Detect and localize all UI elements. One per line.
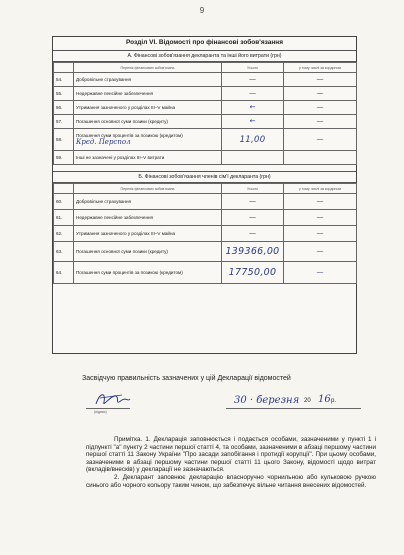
row-label: Утримання зазначеного у розділах III–V майна bbox=[74, 101, 222, 115]
table-row bbox=[54, 226, 357, 242]
financial-obligations-section bbox=[52, 36, 357, 354]
attestation-text: Засвідчую правильність зазначених у цій Декларації відомостей bbox=[82, 375, 291, 382]
row-total: — bbox=[249, 75, 256, 83]
col-header-total: Усього bbox=[222, 184, 284, 194]
row-number: 60. bbox=[54, 194, 74, 210]
row-label: Недержавне пенсійне забезпечення bbox=[74, 87, 222, 101]
row-label: Недержавне пенсійне забезпечення bbox=[74, 210, 222, 226]
row-abroad: — bbox=[316, 135, 324, 143]
row-label: Погашення суми процентів за позикою (кредитом) bbox=[76, 133, 183, 138]
row-number: 54. bbox=[54, 73, 74, 87]
handwritten-date: 30 · березня bbox=[234, 395, 300, 406]
signature-line bbox=[86, 408, 130, 409]
row-label: Погашення суми процентів за позикою (кредитом) bbox=[74, 262, 222, 284]
year-prefix: 20 bbox=[304, 398, 311, 404]
row-abroad: — bbox=[316, 117, 324, 125]
row-abroad: — bbox=[316, 197, 324, 205]
row-total: ← bbox=[249, 117, 256, 125]
row-number: 64. bbox=[54, 262, 74, 284]
row-number: 61. bbox=[54, 210, 74, 226]
part-b-title: Б. Фінансові зобов'язання членів сім'ї декларанта (грн) bbox=[53, 171, 356, 183]
table-row bbox=[54, 115, 357, 129]
part-a-table bbox=[53, 62, 357, 165]
row-total: 139366,00 bbox=[225, 246, 280, 257]
row-label: Добровільне страхування bbox=[74, 194, 222, 210]
row-label: Погашення основної суми позики (кредиту) bbox=[74, 242, 222, 262]
signature-block bbox=[86, 390, 386, 430]
col-header-abroad: у тому числі за кордоном bbox=[284, 184, 357, 194]
row-abroad: — bbox=[316, 89, 324, 97]
handwritten-creditor: Крєд. Перспол bbox=[76, 138, 131, 146]
part-a-title: А. Фінансові зобов'язання декларанта та інші його витрати (грн) bbox=[53, 51, 356, 62]
row-abroad: — bbox=[316, 103, 324, 111]
table-row bbox=[54, 194, 357, 210]
col-header-abroad: у тому числі за кордоном bbox=[284, 63, 357, 73]
table-row bbox=[54, 262, 357, 284]
row-label: Добровільне страхування bbox=[74, 73, 222, 87]
row-total: — bbox=[249, 213, 256, 221]
notes-block bbox=[86, 436, 376, 489]
row-abroad: — bbox=[316, 229, 324, 237]
row-total: 17750,00 bbox=[228, 267, 277, 278]
table-row bbox=[54, 101, 357, 115]
row-number: 63. bbox=[54, 242, 74, 262]
table-row bbox=[54, 242, 357, 262]
signature-caption: (підпис) bbox=[94, 410, 107, 414]
year-suffix: р. bbox=[331, 398, 337, 404]
table-row bbox=[54, 73, 357, 87]
section-title: Розділ VI. Відомості про фінансові зобов'язання bbox=[53, 37, 356, 51]
note-1: Примітка. 1. Декларація заповнюється і подається особами, зазначеними у пункті 1 і підпункті "а" пункту 2 частини першої статті 4, та особами, зазначеними в абзаці першому частини першої статті 11 Закону України "Про засади запобігання і протидії корупції". При цьому особами, зазначеними в абзаці першому частини першої статті 11 цього Закону, відомості щодо витрат (вкладів/внесків) у декларації не зазначаються. bbox=[86, 436, 376, 474]
row-number: 55. bbox=[54, 87, 74, 101]
row-number: 56. bbox=[54, 101, 74, 115]
row-total: ← bbox=[249, 103, 256, 111]
row-total: 11,00 bbox=[239, 134, 266, 145]
table-row bbox=[54, 129, 357, 151]
row-number: 57. bbox=[54, 115, 74, 129]
date-line bbox=[226, 408, 361, 409]
col-header-list: Перелік фінансових зобов'язань bbox=[74, 63, 222, 73]
row-abroad bbox=[284, 151, 357, 165]
row-abroad: — bbox=[316, 75, 324, 83]
note-2: 2. Декларант заповнює декларацію власноручно чорнильною або кульковою ручкою синього або чорного кольору таким чином, що забезпечує вільне читання внесених відомостей. bbox=[86, 473, 376, 489]
year-handwritten: 16 bbox=[318, 394, 331, 405]
row-total: — bbox=[249, 89, 256, 97]
row-abroad: — bbox=[316, 213, 324, 221]
row-total: — bbox=[249, 229, 256, 237]
row-number: 59. bbox=[54, 151, 74, 165]
row-abroad: — bbox=[316, 247, 324, 255]
row-label: Інші не зазначені у розділах III–V витрати bbox=[74, 151, 222, 165]
row-label: Утримання зазначеного у розділах III–V майна bbox=[74, 226, 222, 242]
row-abroad: — bbox=[316, 268, 324, 276]
col-header-total: Усього bbox=[222, 63, 284, 73]
col-header-list: Перелік фінансових зобов'язань bbox=[74, 184, 222, 194]
row-label: Погашення основної суми позики (кредиту) bbox=[74, 115, 222, 129]
row-total bbox=[222, 151, 284, 165]
row-number: 58. bbox=[54, 129, 74, 151]
table-row bbox=[54, 151, 357, 165]
row-total: — bbox=[249, 197, 256, 205]
table-row bbox=[54, 210, 357, 226]
page-number: 9 bbox=[199, 6, 205, 15]
signature-scribble bbox=[92, 390, 132, 410]
row-number: 62. bbox=[54, 226, 74, 242]
table-row bbox=[54, 87, 357, 101]
part-b-table bbox=[53, 183, 357, 284]
